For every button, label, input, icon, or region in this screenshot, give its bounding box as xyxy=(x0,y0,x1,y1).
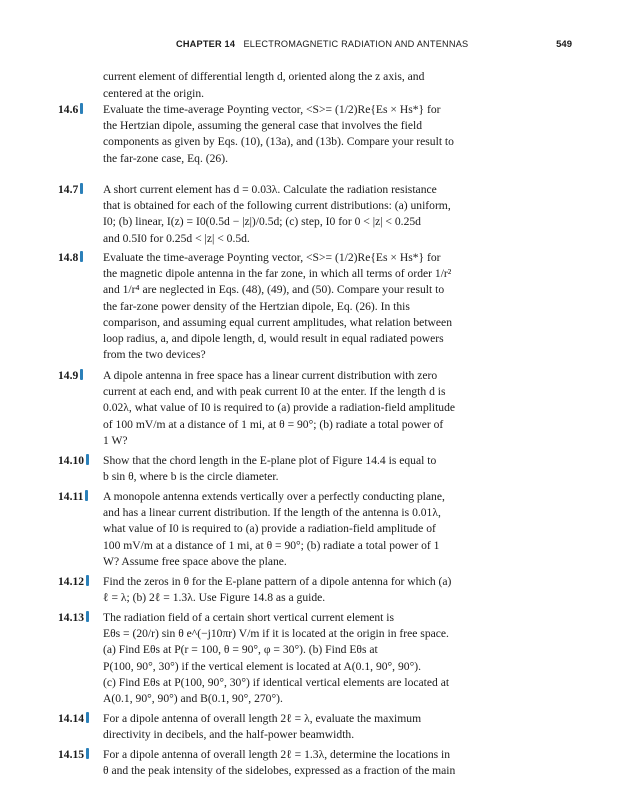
text-line: components as given by Eqs. (10), (13a), and (13b). Compare your result to xyxy=(103,135,454,149)
text-line: (c) Find Eθs at P(100, 90°, 30°) if identical vertical elements are located at xyxy=(103,675,450,689)
problem-number: 14.9 xyxy=(58,368,83,384)
problem-number: 14.15 xyxy=(58,747,89,763)
problem-14-9 xyxy=(0,368,627,453)
text-line: the far-zone power density of the Hertzian dipole, Eq. (26). In this xyxy=(103,299,410,313)
problem-14-14 xyxy=(0,711,627,747)
problem-14-8 xyxy=(0,250,627,368)
text-line: θ and the peak intensity of the sidelobes, expressed as a fraction of the main xyxy=(103,764,456,778)
text-line: A short current element has d = 0.03λ. Calculate the radiation resistance xyxy=(103,183,437,196)
text-line: I0; (b) linear, I(z) = I0(0.5d − |z|)/0.5d; (c) step, I0 for 0 < |z| < 0.25d xyxy=(103,215,421,229)
text-line: and 1/r⁴ are neglected in Eqs. (48), (49), and (50). Compare your result to xyxy=(103,283,445,297)
text-line: A dipole antenna in free space has a linear current distribution with zero xyxy=(103,369,438,382)
problem-number: 14.12 xyxy=(58,574,89,590)
text-line: Find the zeros in θ for the E-plane pattern of a dipole antenna for which (a) xyxy=(103,575,452,588)
text-line: Eθs = (20/r) sin θ e^(−j10πr) V/m if it is located at the origin in free space. xyxy=(103,627,449,641)
difficulty-marker-icon xyxy=(80,103,83,114)
problem-14-6 xyxy=(0,102,627,182)
text-line: For a dipole antenna of overall length 2ℓ = 1.3λ, determine the locations in xyxy=(103,748,451,761)
text-line: from the two devices? xyxy=(103,348,206,362)
text-line: 100 mV/m at a distance of 1 mi, at θ = 90°; (b) radiate a total power of 1 xyxy=(103,538,440,552)
problem-list xyxy=(0,102,627,781)
text-line: loop radius, a, and dipole length, d, would result in equal radiated powers xyxy=(103,332,444,346)
problem-number: 14.11 xyxy=(58,489,88,505)
text-line: that is obtained for each of the following current distributions: (a) uniform, xyxy=(103,199,451,213)
problem-14-10 xyxy=(0,453,627,489)
text-line: current element of differential length d, oriented along the z axis, and xyxy=(103,70,425,83)
difficulty-marker-icon xyxy=(86,611,89,622)
difficulty-marker-icon xyxy=(80,251,83,262)
text-line: of 100 mV/m at a distance of 1 mi, at θ = 90°; (b) radiate a total power of xyxy=(103,417,444,431)
text-line: comparison, and assuming equal current amplitudes, what relation between xyxy=(103,315,452,329)
text-line: the far-zone case, Eq. (26). xyxy=(103,151,228,165)
difficulty-marker-icon xyxy=(80,183,83,194)
text-line: current at each end, and with peak current I0 at the enter. If the length d is xyxy=(103,385,446,399)
text-line: and 0.5I0 for 0.25d < |z| < 0.5d. xyxy=(103,231,250,245)
difficulty-marker-icon xyxy=(85,490,88,501)
problem-number: 14.6 xyxy=(58,102,83,118)
chapter-title xyxy=(176,39,468,49)
chapter-name: ELECTROMAGNETIC RADIATION AND ANTENNAS xyxy=(243,39,469,49)
text-line: what value of I0 is required to (a) provide a radiation-field amplitude of xyxy=(103,522,436,536)
text-line: the magnetic dipole antenna in the far zone, in which all terms of order 1/r² xyxy=(103,267,452,281)
problem-number: 14.10 xyxy=(58,453,89,469)
difficulty-marker-icon xyxy=(86,454,89,465)
problem-14-7 xyxy=(0,182,627,250)
running-header xyxy=(0,39,627,53)
problem-14-13 xyxy=(0,610,627,711)
page-number: 549 xyxy=(556,39,572,50)
chapter-label: CHAPTER 14 xyxy=(176,39,236,49)
problem-14-12 xyxy=(0,574,627,610)
problem-number: 14.13 xyxy=(58,610,89,626)
text-line: centered at the origin. xyxy=(103,87,205,100)
text-line: Evaluate the time-average Poynting vector, <S>= (1/2)Re{Es × Hs*} for xyxy=(103,251,441,264)
text-line: 0.02λ, what value of I0 is required to (a) provide a radiation-field amplitude xyxy=(103,401,456,415)
problem-number: 14.7 xyxy=(58,182,83,198)
difficulty-marker-icon xyxy=(86,748,89,759)
text-line: Show that the chord length in the E-plane plot of Figure 14.4 is equal to xyxy=(103,454,437,467)
text-line: ℓ = λ; (b) 2ℓ = 1.3λ. Use Figure 14.8 as a guide. xyxy=(103,591,326,605)
continuation-text xyxy=(103,68,478,102)
text-line: P(100, 90°, 30°) if the vertical element is located at A(0.1, 90°, 90°). xyxy=(103,659,421,673)
problem-number: 14.14 xyxy=(58,711,89,727)
problem-14-11 xyxy=(0,489,627,574)
text-line: The radiation field of a certain short vertical current element is xyxy=(103,611,395,624)
text-line: Evaluate the time-average Poynting vector, <S>= (1/2)Re{Es × Hs*} for xyxy=(103,103,441,116)
problem-14-15 xyxy=(0,747,627,781)
difficulty-marker-icon xyxy=(86,712,89,723)
text-line: (a) Find Eθs at P(r = 100, θ = 90°, φ = 30°). (b) Find Eθs at xyxy=(103,643,378,657)
text-line: b sin θ, where b is the circle diameter. xyxy=(103,470,279,484)
text-line: and has a linear current distribution. If the length of the antenna is 0.01λ, xyxy=(103,506,441,520)
difficulty-marker-icon xyxy=(86,575,89,586)
text-line: 1 W? xyxy=(103,433,128,447)
text-line: the Hertzian dipole, assuming the general case that involves the field xyxy=(103,119,423,133)
text-line: directivity in decibels, and the half-power beamwidth. xyxy=(103,728,355,742)
text-line: W? Assume free space above the plane. xyxy=(103,554,287,568)
text-line: A(0.1, 90°, 90°) and B(0.1, 90°, 270°). xyxy=(103,692,283,706)
text-line: A monopole antenna extends vertically over a perfectly conducting plane, xyxy=(103,490,445,503)
problem-number: 14.8 xyxy=(58,250,83,266)
difficulty-marker-icon xyxy=(80,369,83,380)
text-line: For a dipole antenna of overall length 2ℓ = λ, evaluate the maximum xyxy=(103,712,422,725)
